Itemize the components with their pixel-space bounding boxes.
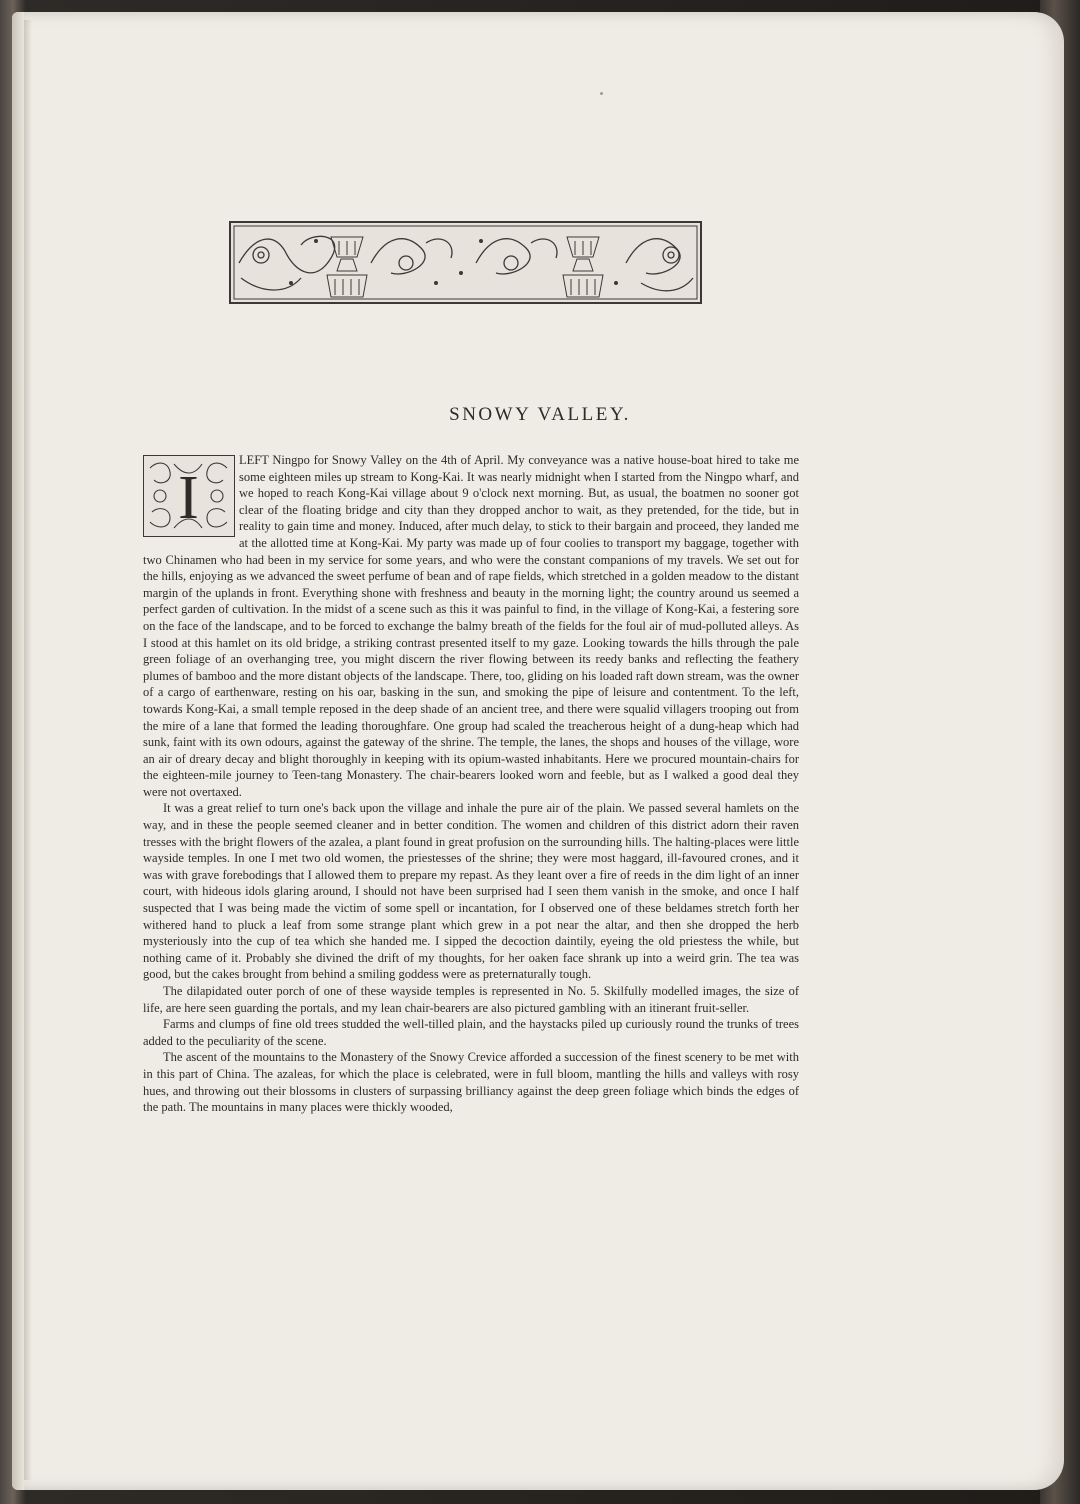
decorative-headpiece <box>229 221 702 304</box>
scrollwork-ornament-icon <box>231 223 700 302</box>
page-stack-edge <box>12 12 24 1490</box>
paper-speck <box>600 92 603 95</box>
dropcap-spacer <box>143 452 239 536</box>
paragraph: Farms and clumps of fine old trees studded the well-tilled plain, and the haystacks piled up curiously round the trunks of trees added to the peculiarity of the scene. <box>143 1017 799 1048</box>
dropcap-letter: I <box>178 464 199 532</box>
page-title: SNOWY VALLEY. <box>449 404 631 425</box>
paragraph: The ascent of the mountains to the Monastery of the Snowy Crevice afforded a succession of the finest scenery to be met with in this part of China. The azaleas, for which the place is celebrated, were in full bloom, mantling the hills and valleys with rosy hues, and throwing out their blossoms in clusters of surpassing brilliancy against the deep green foliage which binds the edges of the path. The mountains in many places were thickly wooded, <box>143 1050 799 1115</box>
paragraph: The dilapidated outer porch of one of these wayside temples is represented in No. 5. Skilfully modelled images, the size of life, are here seen guarding the portals, and my lean chair-bearers are also pictured gambling with an itinerant fruit-seller. <box>143 984 799 1015</box>
paragraph: It was a great relief to turn one's back upon the village and inhale the pure air of the plain. We passed several hamlets on the way, and in these the people seemed cleaner and in better condition. The women and children of this district adorn their raven tresses with the bright flowers of the azalea, a plant found in great profusion on the surrounding hills. The halting-places were little wayside temples. In one I met two old women, the priestesses of the shrine; they were most haggard, ill-favoured crones, and it was with grave forebodings that I allowed them to prepare my repast. As they leant over a fire of reeds in the dim light of an inner court, with hideous idols glaring around, I should not have been surprised had I seen them vanish in the smoke, and once I half suspected that I was being made the victim of some spell or incantation, for I observed one of these beldames stretch forth her withered hand to pluck a leaf from some strange plant which grew in a pot near the altar, and then she dropped the herb mysteriously into the cup of tea which she handed me. I sipped the decoction daintily, eyeing the old priestess the while, but nothing came of it. Probably she divined the drift of my thoughts, for her oaken face shrank up into a weird grin. The tea was good, but the cakes brought from behind a smiling goddess were as preternaturally tough. <box>143 801 799 982</box>
paragraph: LEFT Ningpo for Snowy Valley on the 4th of April. My conveyance was a native house-boat hired to take me some eighteen miles up stream to Kong-Kai. It was nearly midnight when I started from the Ningpo wharf, and we hoped to reach Kong-Kai village about 9 o'clock next morning. But, as usual, the boatmen no sooner got clear of the floating bridge and city than they dropped anchor to wait, as they pretended, for the tide, but in reality to gain time and money. Induced, after much delay, to stick to their bargain and proceed, they landed me at the allotted time at Kong-Kai. My party was made up of four coolies to transport my baggage, together with two Chinamen who had been in my service for some years, and who were the constant companions of my travels. We set out for the hills, enjoying as we advanced the sweet perfume of bean and of rape fields, which stretched in a golden meadow to the distant margin of the uplands in front. Everything shone with freshness and beauty in the morning light; the country around us seemed a perfect garden of cultivation. In the midst of a scene such as this it was painful to find, in the village of Kong-Kai, a festering sore on the face of the landscape, and to be forced to exchange the balmy breath of the fields for the foul air of mud-polluted alleys. As I stood at this hamlet on its old bridge, a striking contrast presented itself to my gaze. Looking towards the hills through the pale green foliage of an overhanging tree, you might discern the river flowing between its reedy banks and reflecting the feathery plumes of bamboo and the more distant objects of the landscape. There, too, gliding on his loaded raft down stream, was the owner of a cargo of earthenware, resting on his oar, basking in the sun, and smoking the pipe of leisure and contentment. To the left, towards Kong-Kai, a small temple reposed in the deep shade of an ancient tree, and there were squalid villagers trooping out from the mire of a lane that formed the leading thoroughfare. One group had scaled the treacherous height of a dung-heap which had sunk, faint with its own odours, against the gateway of the shrine. The temple, the lanes, the shops and houses of the village, wore an air of dreary decay and blight thoroughly in keeping with its opium-wasted inhabitants. Here we procured mountain-chairs for the eighteen-mile journey to Teen-tang Monastery. The chair-bearers looked worn and feeble, but as I walked a good deal they were not overtaxed. <box>143 453 799 799</box>
body-text <box>143 452 799 1116</box>
spine-shadow <box>24 20 32 1480</box>
